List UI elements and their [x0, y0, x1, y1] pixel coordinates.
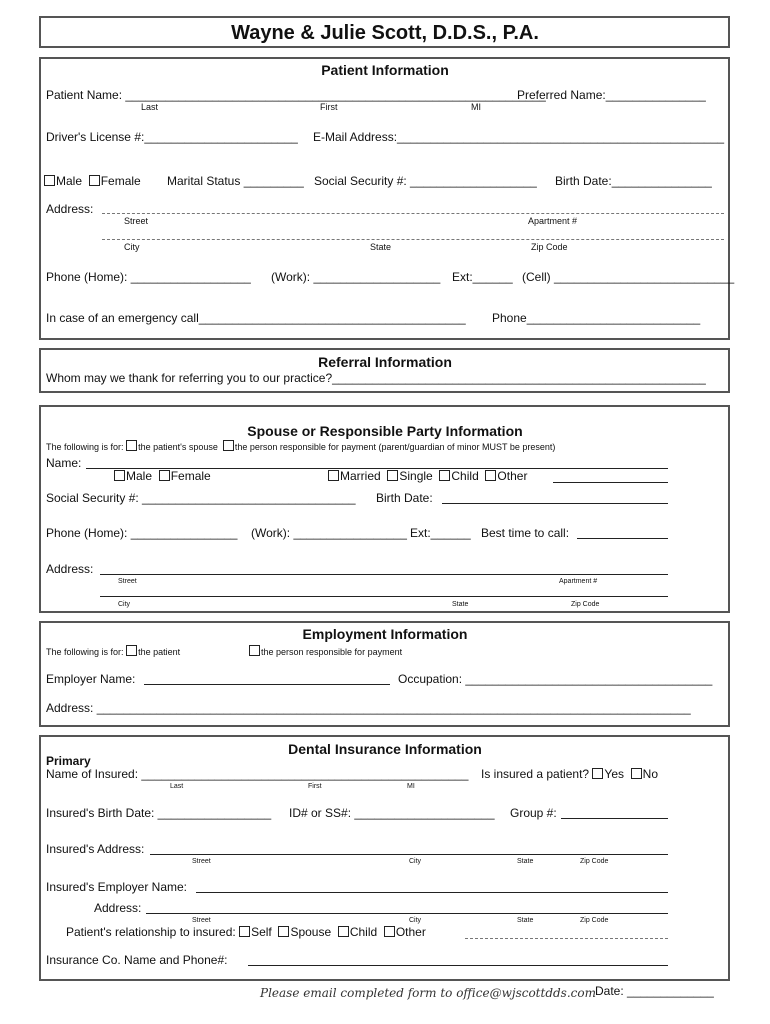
spouse-other-line[interactable]	[553, 482, 668, 483]
employer-address-line[interactable]	[146, 913, 668, 914]
spouse-gender-row	[114, 470, 211, 482]
marital-status-field[interactable]: Marital Status _________	[167, 174, 304, 188]
ssn-field[interactable]: Social Security #: ___________________	[314, 174, 537, 188]
single-label: Single	[399, 469, 433, 483]
form-title: Wayne & Julie Scott, D.D.S., P.A.	[231, 22, 539, 44]
spouse-female-label: Female	[170, 469, 211, 483]
spouse-best-time-label: Best time to call:	[481, 526, 570, 540]
other-label: Other	[497, 469, 528, 483]
is-patient-row	[481, 768, 658, 780]
emergency-contact-field[interactable]: In case of an emergency call________________________________________	[46, 311, 466, 325]
rel-child-label: Child	[349, 925, 378, 939]
yes-checkbox[interactable]	[592, 768, 603, 779]
birth-date-field[interactable]: Birth Date:_______________	[555, 174, 712, 188]
preferred-name-field[interactable]: Preferred Name:_______________	[517, 88, 706, 102]
sub-first: First	[320, 102, 338, 112]
other-checkbox[interactable]	[485, 470, 496, 481]
sub-apartment: Apartment #	[528, 216, 578, 226]
spouse-opt1-checkbox[interactable]	[126, 440, 137, 451]
employer-name-line[interactable]	[144, 684, 390, 685]
name-of-insured-field[interactable]: Name of Insured: _________________________________________________	[46, 767, 469, 781]
female-checkbox[interactable]	[89, 175, 100, 186]
ins-addr-sub-street: Street	[192, 858, 211, 865]
married-label: Married	[340, 469, 381, 483]
employment-opt2-label: the person responsible for payment	[261, 647, 403, 657]
self-checkbox[interactable]	[239, 926, 250, 937]
address-label: Address:	[46, 202, 94, 216]
emp-addr-sub-zip: Zip Code	[580, 917, 609, 924]
relationship-label: Patient's relationship to insured:	[66, 925, 236, 939]
ins-sub-last: Last	[170, 783, 184, 790]
spouse-opt1-label: the patient's spouse	[138, 442, 218, 452]
spouse-following-label: The following is for:	[46, 442, 124, 452]
referral-field[interactable]: Whom may we thank for referring you to our practice?________________________________________________________	[46, 371, 706, 385]
spouse-opt2-label: the person responsible for payment (parent/guardian of minor MUST be present)	[234, 442, 556, 452]
child-checkbox[interactable]	[439, 470, 450, 481]
married-checkbox[interactable]	[328, 470, 339, 481]
insured-birth-field[interactable]: Insured's Birth Date: _________________	[46, 806, 272, 820]
spouse-ext-field[interactable]: Ext:______	[410, 526, 471, 540]
insured-employer-line[interactable]	[196, 892, 668, 893]
group-label: Group #:	[510, 806, 557, 820]
referral-heading: Referral Information	[318, 354, 452, 370]
no-checkbox[interactable]	[631, 768, 642, 779]
spouse-female-checkbox[interactable]	[159, 470, 170, 481]
sub-last: Last	[141, 102, 159, 112]
employment-opt1-label: the patient	[138, 647, 181, 657]
relationship-row	[66, 926, 426, 938]
spouse-male-label: Male	[126, 469, 153, 483]
employment-heading: Employment Information	[302, 626, 468, 642]
ins-sub-mi: MI	[407, 783, 415, 790]
ins-sub-first: First	[308, 783, 322, 790]
rel-spouse-label: Spouse	[290, 925, 332, 939]
spouse-address-label: Address:	[46, 562, 94, 576]
self-label: Self	[251, 925, 272, 939]
email-note: Please email completed form to office@wjscottdds.com	[260, 986, 596, 1000]
sub-mi: MI	[471, 102, 481, 112]
sub-street: Street	[124, 216, 149, 226]
single-checkbox[interactable]	[387, 470, 398, 481]
insurance-heading: Dental Insurance Information	[288, 741, 482, 757]
drivers-license-field[interactable]: Driver's License #:_______________________	[46, 130, 298, 144]
spouse-sub-zip: Zip Code	[571, 601, 600, 608]
no-label: No	[642, 767, 659, 781]
group-line[interactable]	[561, 818, 668, 819]
primary-label: Primary	[46, 754, 91, 768]
patient-name-field[interactable]: Patient Name: _______________________________________________________________	[46, 88, 546, 102]
emp-addr-sub-state: State	[517, 917, 534, 924]
employment-following-label: The following is for:	[46, 647, 124, 657]
rel-child-checkbox[interactable]	[338, 926, 349, 937]
spouse-following-row	[46, 440, 555, 452]
street-line[interactable]	[102, 213, 724, 214]
patient-heading: Patient Information	[321, 62, 449, 78]
spouse-heading: Spouse or Responsible Party Information	[247, 423, 523, 439]
employer-address-label: Address:	[94, 901, 142, 915]
employment-opt1-checkbox[interactable]	[126, 645, 137, 656]
cell-field[interactable]: (Cell) ___________________________	[522, 270, 735, 284]
spouse-phone-home-field[interactable]: Phone (Home): ________________	[46, 526, 238, 540]
spouse-male-checkbox[interactable]	[114, 470, 125, 481]
insured-address-line[interactable]	[150, 854, 668, 855]
insurance-company-line[interactable]	[248, 965, 668, 966]
gender-row	[44, 175, 141, 187]
child-label: Child	[451, 469, 479, 483]
spouse-sub-apartment: Apartment #	[559, 578, 598, 585]
is-patient-label: Is insured a patient?	[481, 767, 590, 781]
emp-addr-sub-street: Street	[192, 917, 211, 924]
ins-addr-sub-state: State	[517, 858, 534, 865]
rel-other-checkbox[interactable]	[384, 926, 395, 937]
spouse-name-label: Name:	[46, 456, 82, 470]
date-field[interactable]: Date: _____________	[595, 984, 714, 998]
spouse-phone-work-field[interactable]: (Work): _________________	[251, 526, 407, 540]
insured-id-field[interactable]: ID# or SS#: _____________________	[289, 806, 495, 820]
rel-other-line[interactable]	[465, 938, 668, 939]
male-label: Male	[56, 174, 83, 188]
rel-spouse-checkbox[interactable]	[278, 926, 289, 937]
employment-opt2-checkbox[interactable]	[249, 645, 260, 656]
employment-opt2-row	[249, 645, 402, 657]
sub-city: City	[124, 242, 140, 252]
phone-work-field[interactable]: (Work): ___________________	[271, 270, 441, 284]
insured-employer-label: Insured's Employer Name:	[46, 880, 188, 894]
yes-label: Yes	[604, 767, 624, 781]
spouse-best-time-line[interactable]	[577, 538, 668, 539]
city-line[interactable]	[102, 239, 724, 240]
occupation-field[interactable]: Occupation: _____________________________________	[398, 672, 713, 686]
employer-name-label: Employer Name:	[46, 672, 136, 686]
emergency-phone-field[interactable]: Phone__________________________	[492, 311, 701, 325]
employment-address-field[interactable]: Address: _________________________________________________________________________________________	[46, 701, 691, 715]
rel-other-label: Other	[395, 925, 426, 939]
spouse-marital-row	[328, 470, 527, 482]
insurance-company-label: Insurance Co. Name and Phone#:	[46, 953, 228, 967]
employment-following-row	[46, 645, 180, 657]
sub-state: State	[370, 242, 392, 252]
spouse-ssn-field[interactable]: Social Security #: ________________________________	[46, 491, 356, 505]
spouse-city-line[interactable]	[100, 596, 668, 597]
spouse-birth-line[interactable]	[442, 503, 668, 504]
sub-zip: Zip Code	[531, 242, 568, 252]
spouse-sub-street: Street	[118, 578, 137, 585]
spouse-sub-state: State	[452, 601, 469, 608]
male-checkbox[interactable]	[44, 175, 55, 186]
ext-field[interactable]: Ext:______	[452, 270, 513, 284]
spouse-street-line[interactable]	[100, 574, 668, 575]
email-field[interactable]: E-Mail Address:_________________________________________________	[313, 130, 725, 144]
ins-addr-sub-zip: Zip Code	[580, 858, 609, 865]
spouse-sub-city: City	[118, 601, 131, 608]
female-label: Female	[100, 174, 141, 188]
phone-home-field[interactable]: Phone (Home): __________________	[46, 270, 251, 284]
spouse-opt2-checkbox[interactable]	[223, 440, 234, 451]
spouse-birth-label: Birth Date:	[376, 491, 433, 505]
ins-addr-sub-city: City	[409, 858, 422, 865]
insured-address-label: Insured's Address:	[46, 842, 145, 856]
emp-addr-sub-city: City	[409, 917, 422, 924]
